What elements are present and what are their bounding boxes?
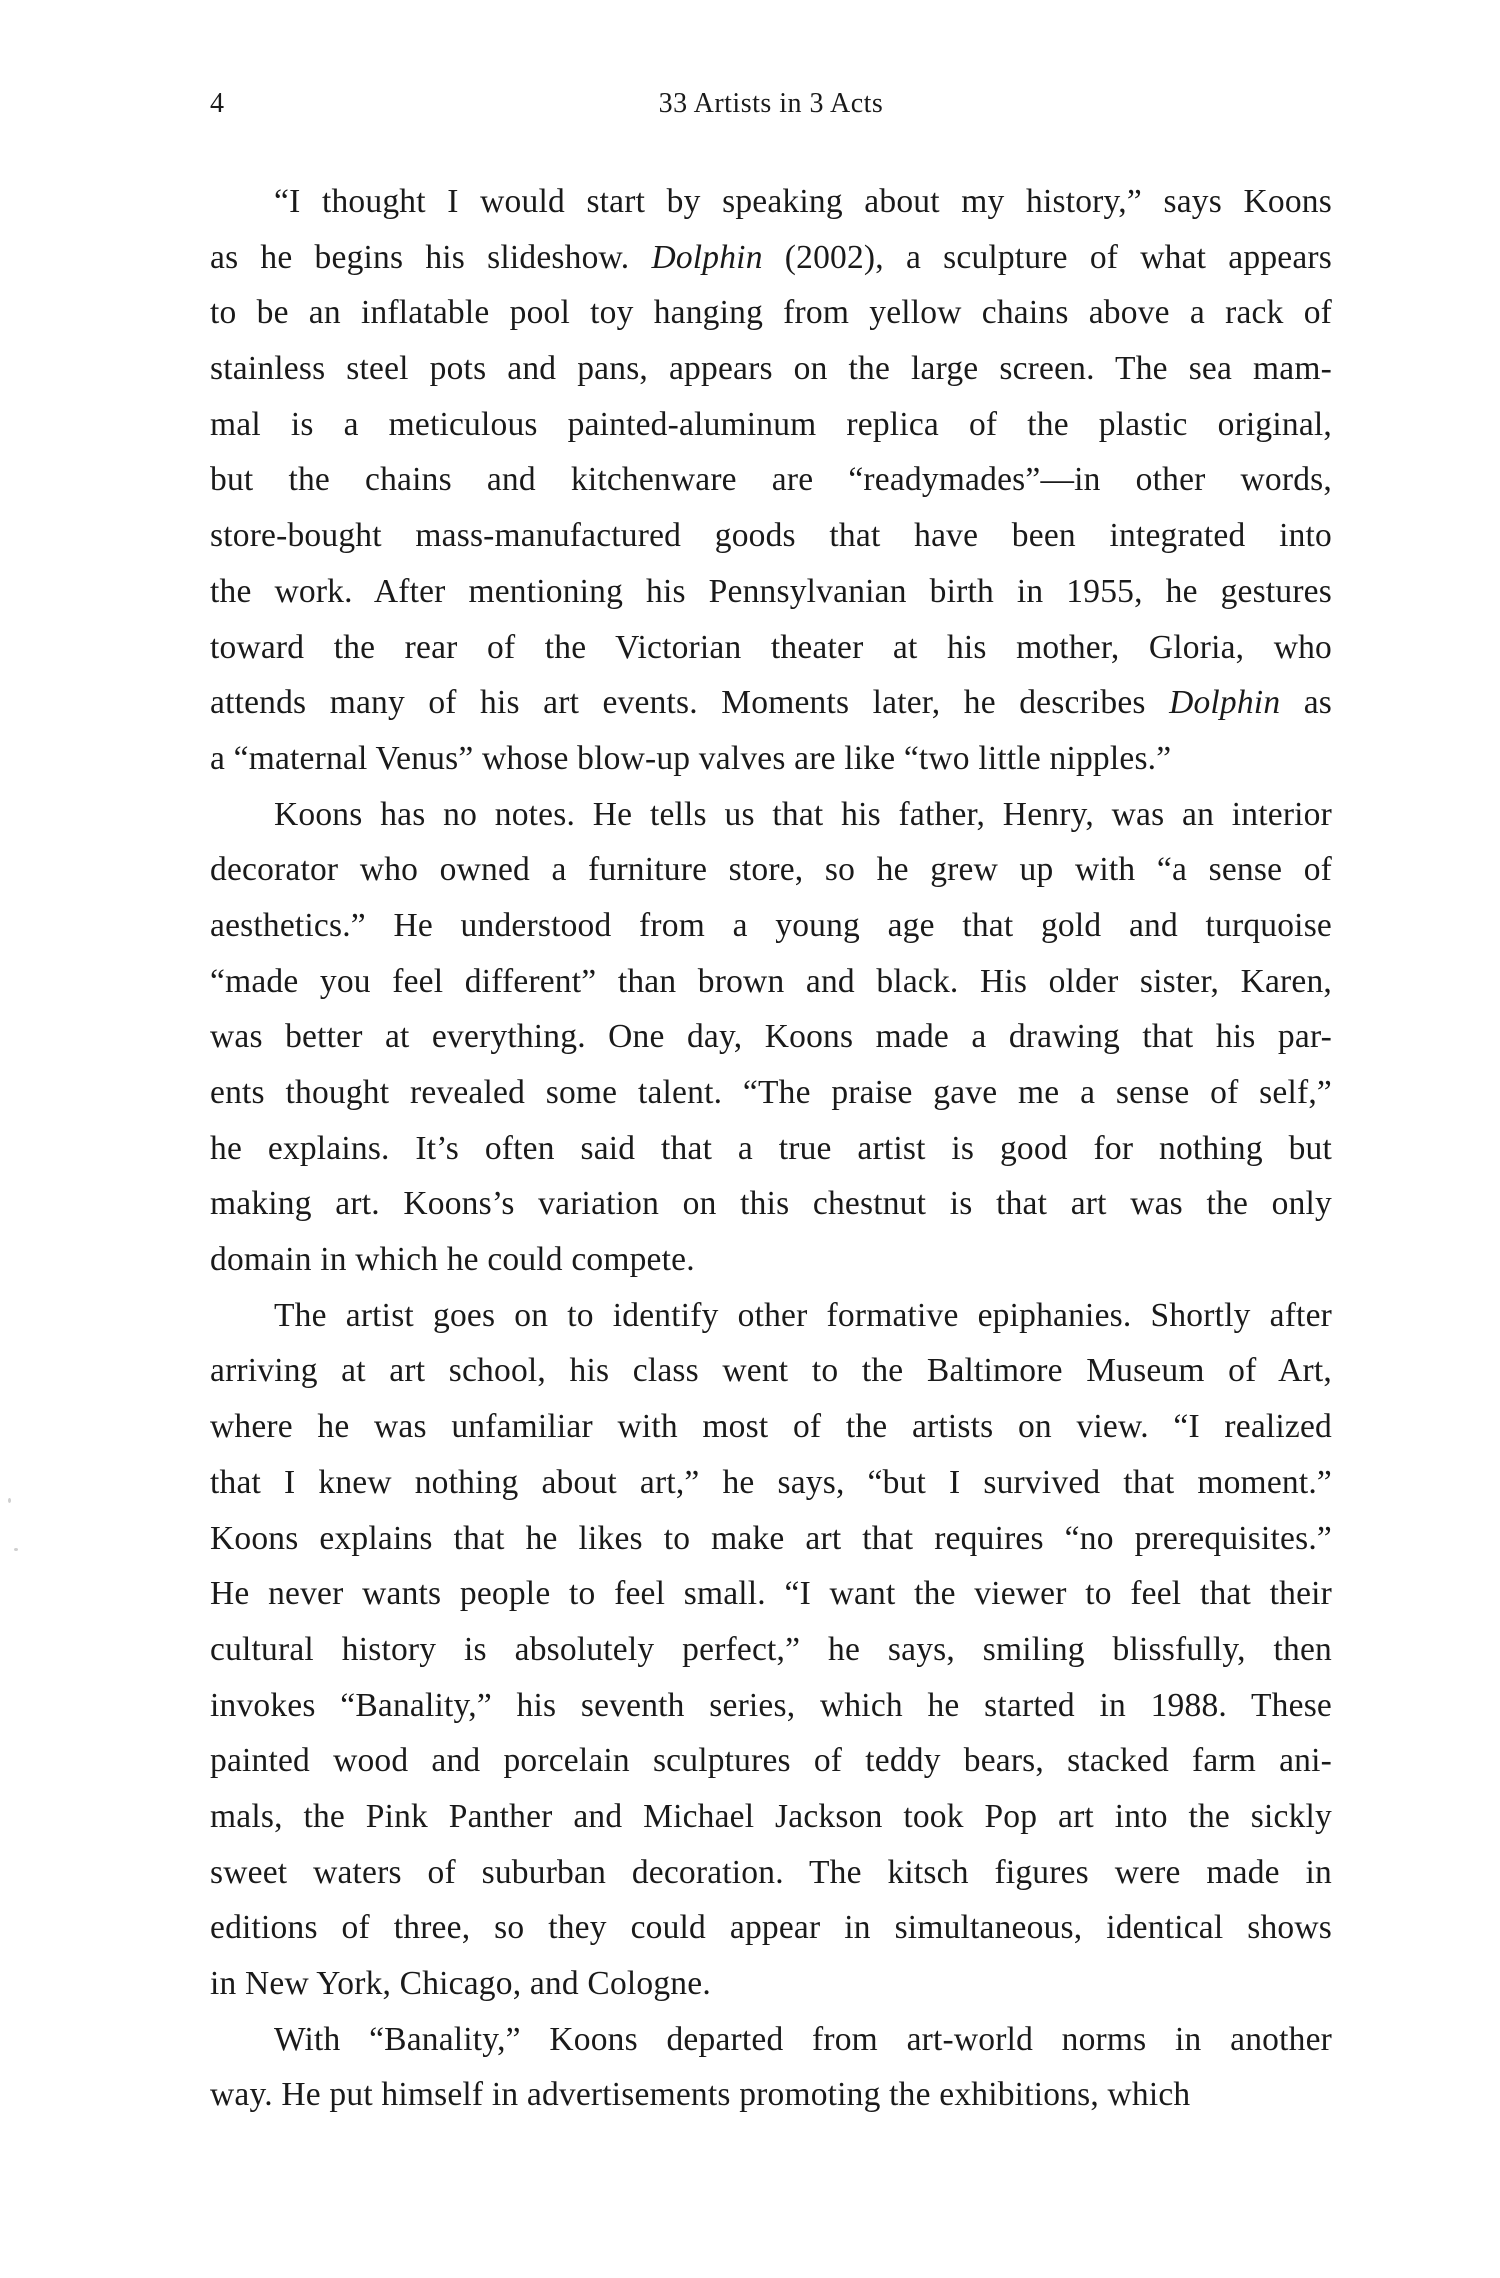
text-line: a “maternal Venus” whose blow-up valves are like “two little nipples.” <box>210 739 1172 777</box>
scan-speck <box>8 1498 11 1503</box>
text-line: editions of three, so they could appear in simultaneous, identical shows <box>210 1909 1332 1947</box>
text-line: arriving at art school, his class went to the Baltimore Museum of Art, <box>210 1352 1332 1390</box>
text-line: he explains. It’s often said that a true artist is good for nothing but <box>210 1129 1332 1167</box>
text-line: Koons has no notes. He tells us that his father, Henry, was an interior <box>274 795 1332 833</box>
text-line: store-bought mass-manufactured goods that have been integrated into <box>210 517 1332 555</box>
text-line: decorator who owned a furniture store, so he grew up with “a sense of <box>210 851 1332 889</box>
text-line: making art. Koons’s variation on this chestnut is that art was the only <box>210 1185 1332 1223</box>
text-line: mals, the Pink Panther and Michael Jackson took Pop art into the sickly <box>210 1797 1332 1835</box>
book-title: 33 Artists in 3 Acts <box>658 88 884 119</box>
paragraph <box>210 787 1332 1288</box>
text-line: The artist goes on to identify other formative epiphanies. Shortly after <box>274 1296 1332 1334</box>
paragraph <box>210 174 1332 787</box>
text-line: was better at everything. One day, Koons made a drawing that his par- <box>210 1018 1332 1056</box>
text-line: the work. After mentioning his Pennsylvanian birth in 1955, he gestures <box>210 572 1332 610</box>
text-line: cultural history is absolutely perfect,” he says, smiling blissfully, then <box>210 1630 1332 1668</box>
text-line: but the chains and kitchenware are “readymades”—in other words, <box>210 461 1332 499</box>
artwork-title: Dolphin <box>1169 684 1281 722</box>
text-line: attends many of his art events. Moments later, he describes Dolphin as <box>210 684 1332 722</box>
text-line: ents thought revealed some talent. “The praise gave me a sense of self,” <box>210 1074 1332 1111</box>
text-line: as he begins his slideshow. Dolphin (2002), a sculpture of what appears <box>210 238 1332 276</box>
text-line: He never wants people to feel small. “I want the viewer to feel that their <box>210 1575 1332 1613</box>
text-line: stainless steel pots and pans, appears on the large screen. The sea mam- <box>210 350 1332 388</box>
text-line: to be an inflatable pool toy hanging from yellow chains above a rack of <box>210 294 1332 332</box>
running-head <box>210 84 1332 124</box>
text-line: toward the rear of the Victorian theater at his mother, Gloria, who <box>210 628 1332 666</box>
text-line: sweet waters of suburban decoration. The kitsch figures were made in <box>210 1853 1332 1891</box>
page-number: 4 <box>210 88 225 119</box>
artwork-title: Dolphin <box>651 238 763 276</box>
scan-speck <box>14 1548 18 1551</box>
text-line: that I knew nothing about art,” he says, “but I survived that moment.” <box>210 1463 1332 1501</box>
paragraph <box>210 1288 1332 2012</box>
paragraph <box>210 2012 1332 2123</box>
text-line: aesthetics.” He understood from a young age that gold and turquoise <box>210 906 1332 944</box>
text-line: mal is a meticulous painted-aluminum replica of the plastic original, <box>210 405 1332 443</box>
text-line: “made you feel different” than brown and black. His older sister, Karen, <box>210 962 1332 1000</box>
text-line: Koons explains that he likes to make art that requires “no prerequisites.” <box>210 1519 1332 1557</box>
body-text <box>210 174 1332 2123</box>
text-line: in New York, Chicago, and Cologne. <box>210 1965 711 2002</box>
text-line: With “Banality,” Koons departed from art-world norms in another <box>274 2020 1332 2058</box>
text-line: domain in which he could compete. <box>210 1241 695 1279</box>
text-line: where he was unfamiliar with most of the artists on view. “I realized <box>210 1408 1332 1446</box>
text-line: “I thought I would start by speaking about my history,” says Koons <box>274 183 1332 220</box>
text-line: painted wood and porcelain sculptures of teddy bears, stacked farm ani- <box>210 1742 1332 1780</box>
text-line: invokes “Banality,” his seventh series, which he started in 1988. These <box>210 1686 1332 1724</box>
text-line: way. He put himself in advertisements promoting the exhibitions, which <box>210 2076 1191 2114</box>
